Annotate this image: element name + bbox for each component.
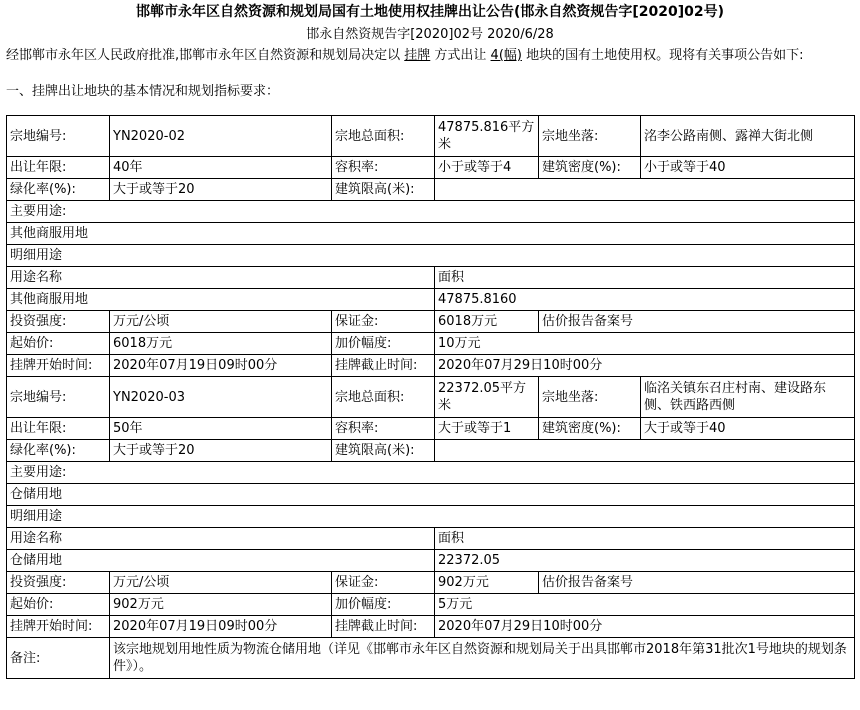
value-increment: 10万元 <box>435 333 855 355</box>
label-parcel-no: 宗地编号: <box>7 116 110 157</box>
value-deposit: 6018万元 <box>435 311 539 333</box>
label-deposit: 保证金: <box>332 572 435 594</box>
table-row <box>7 440 855 462</box>
value-start-time: 2020年07月19日09时00分 <box>110 355 332 377</box>
value-use-name: 仓储用地 <box>7 550 435 572</box>
label-far: 容积率: <box>332 418 435 440</box>
value-main-use: 仓储用地 <box>7 484 855 506</box>
label-density: 建筑密度(%): <box>539 418 641 440</box>
table-row <box>7 462 855 484</box>
value-main-use: 其他商服用地 <box>7 223 855 245</box>
value-green: 大于或等于20 <box>110 179 332 201</box>
table-row <box>7 201 855 223</box>
value-remark: 该宗地规划用地性质为物流仓储用地（详见《邯郸市永年区自然资源和规划局关于出具邯郸市2018年第31批次1号地块的规划条件》）。 <box>110 638 855 679</box>
section-title: 一、挂牌出让地块的基本情况和规划指标要求： <box>6 84 280 99</box>
value-green: 大于或等于20 <box>110 440 332 462</box>
value-far: 大于或等于1 <box>435 418 539 440</box>
label-start-time: 挂牌开始时间: <box>7 355 110 377</box>
value-start-price: 6018万元 <box>110 333 332 355</box>
value-parcel-no: YN2020-02 <box>110 116 332 157</box>
label-total-area: 宗地总面积: <box>332 377 435 418</box>
label-area: 面积 <box>435 267 855 289</box>
label-use-name: 用途名称 <box>7 528 435 550</box>
table-row <box>7 377 855 418</box>
label-end-time: 挂牌截止时间: <box>332 616 435 638</box>
value-investment: 万元/公顷 <box>110 311 332 333</box>
value-start-price: 902万元 <box>110 594 332 616</box>
label-use-name: 用途名称 <box>7 267 435 289</box>
label-increment: 加价幅度: <box>332 333 435 355</box>
value-term: 50年 <box>110 418 332 440</box>
value-start-time: 2020年07月19日09时00分 <box>110 616 332 638</box>
label-height: 建筑限高(米): <box>332 440 435 462</box>
label-green: 绿化率(%): <box>7 179 110 201</box>
value-use-area: 47875.8160 <box>435 289 855 311</box>
table-row <box>7 638 855 679</box>
intro-method: 挂牌 <box>404 48 431 63</box>
label-start-price: 起始价: <box>7 594 110 616</box>
document-number-date: 邯永自然资规告字[2020]02号 2020/6/28 <box>306 27 554 42</box>
value-term: 40年 <box>110 157 332 179</box>
value-investment: 万元/公顷 <box>110 572 332 594</box>
label-deposit: 保证金: <box>332 311 435 333</box>
table-row <box>7 528 855 550</box>
table-row <box>7 223 855 245</box>
value-total-area: 47875.816平方米 <box>435 116 539 157</box>
value-increment: 5万元 <box>435 594 855 616</box>
table-row <box>7 267 855 289</box>
intro-text-3: 地块的国有土地使用权。现将有关事项公告如下: <box>521 48 804 63</box>
value-location: 临洺关镇东召庄村南、建设路东侧、铁西路西侧 <box>641 377 855 418</box>
intro-paragraph <box>6 47 854 65</box>
table-row <box>7 550 855 572</box>
label-main-use: 主要用途: <box>7 462 855 484</box>
label-parcel-no: 宗地编号: <box>7 377 110 418</box>
label-total-area: 宗地总面积: <box>332 116 435 157</box>
label-location: 宗地坐落: <box>539 116 641 157</box>
value-density: 小于或等于40 <box>641 157 855 179</box>
value-density: 大于或等于40 <box>641 418 855 440</box>
table-row <box>7 311 855 333</box>
value-end-time: 2020年07月29日10时00分 <box>435 355 855 377</box>
page-title: 邯郸市永年区自然资源和规划局国有土地使用权挂牌出让公告(邯永自然资规告字[2020]02号) <box>135 4 725 20</box>
label-investment: 投资强度: <box>7 572 110 594</box>
label-term: 出让年限: <box>7 157 110 179</box>
label-location: 宗地坐落: <box>539 377 641 418</box>
table-row <box>7 245 855 267</box>
label-area: 面积 <box>435 528 855 550</box>
table-row <box>7 289 855 311</box>
label-appraisal: 估价报告备案号 <box>539 572 855 594</box>
label-start-price: 起始价: <box>7 333 110 355</box>
intro-text-1: 经邯郸市永年区人民政府批准,邯郸市永年区自然资源和规划局决定以 <box>6 48 405 63</box>
value-height <box>435 440 855 462</box>
label-far: 容积率: <box>332 157 435 179</box>
intro-count: 4(幅) <box>490 48 522 63</box>
table-row <box>7 116 855 157</box>
value-deposit: 902万元 <box>435 572 539 594</box>
value-total-area: 22372.05平方米 <box>435 377 539 418</box>
table-row <box>7 179 855 201</box>
label-investment: 投资强度: <box>7 311 110 333</box>
table-row <box>7 157 855 179</box>
label-remark: 备注: <box>7 638 110 679</box>
value-height <box>435 179 855 201</box>
value-use-area: 22372.05 <box>435 550 855 572</box>
label-green: 绿化率(%): <box>7 440 110 462</box>
table-row <box>7 333 855 355</box>
table-row <box>7 355 855 377</box>
value-use-name: 其他商服用地 <box>7 289 435 311</box>
value-end-time: 2020年07月29日10时00分 <box>435 616 855 638</box>
label-detail-use: 明细用途 <box>7 245 855 267</box>
value-parcel-no: YN2020-03 <box>110 377 332 418</box>
value-far: 小于或等于4 <box>435 157 539 179</box>
value-location: 洺李公路南侧、露禅大街北侧 <box>641 116 855 157</box>
label-main-use: 主要用途: <box>7 201 855 223</box>
intro-text-2: 方式出让 <box>430 48 491 63</box>
table-row <box>7 594 855 616</box>
label-start-time: 挂牌开始时间: <box>7 616 110 638</box>
table-row <box>7 616 855 638</box>
label-term: 出让年限: <box>7 418 110 440</box>
table-row <box>7 484 855 506</box>
label-end-time: 挂牌截止时间: <box>332 355 435 377</box>
table-row <box>7 572 855 594</box>
label-density: 建筑密度(%): <box>539 157 641 179</box>
parcel-table <box>6 115 855 679</box>
table-row <box>7 506 855 528</box>
table-row <box>7 418 855 440</box>
label-detail-use: 明细用途 <box>7 506 855 528</box>
label-increment: 加价幅度: <box>332 594 435 616</box>
label-height: 建筑限高(米): <box>332 179 435 201</box>
label-appraisal: 估价报告备案号 <box>539 311 855 333</box>
